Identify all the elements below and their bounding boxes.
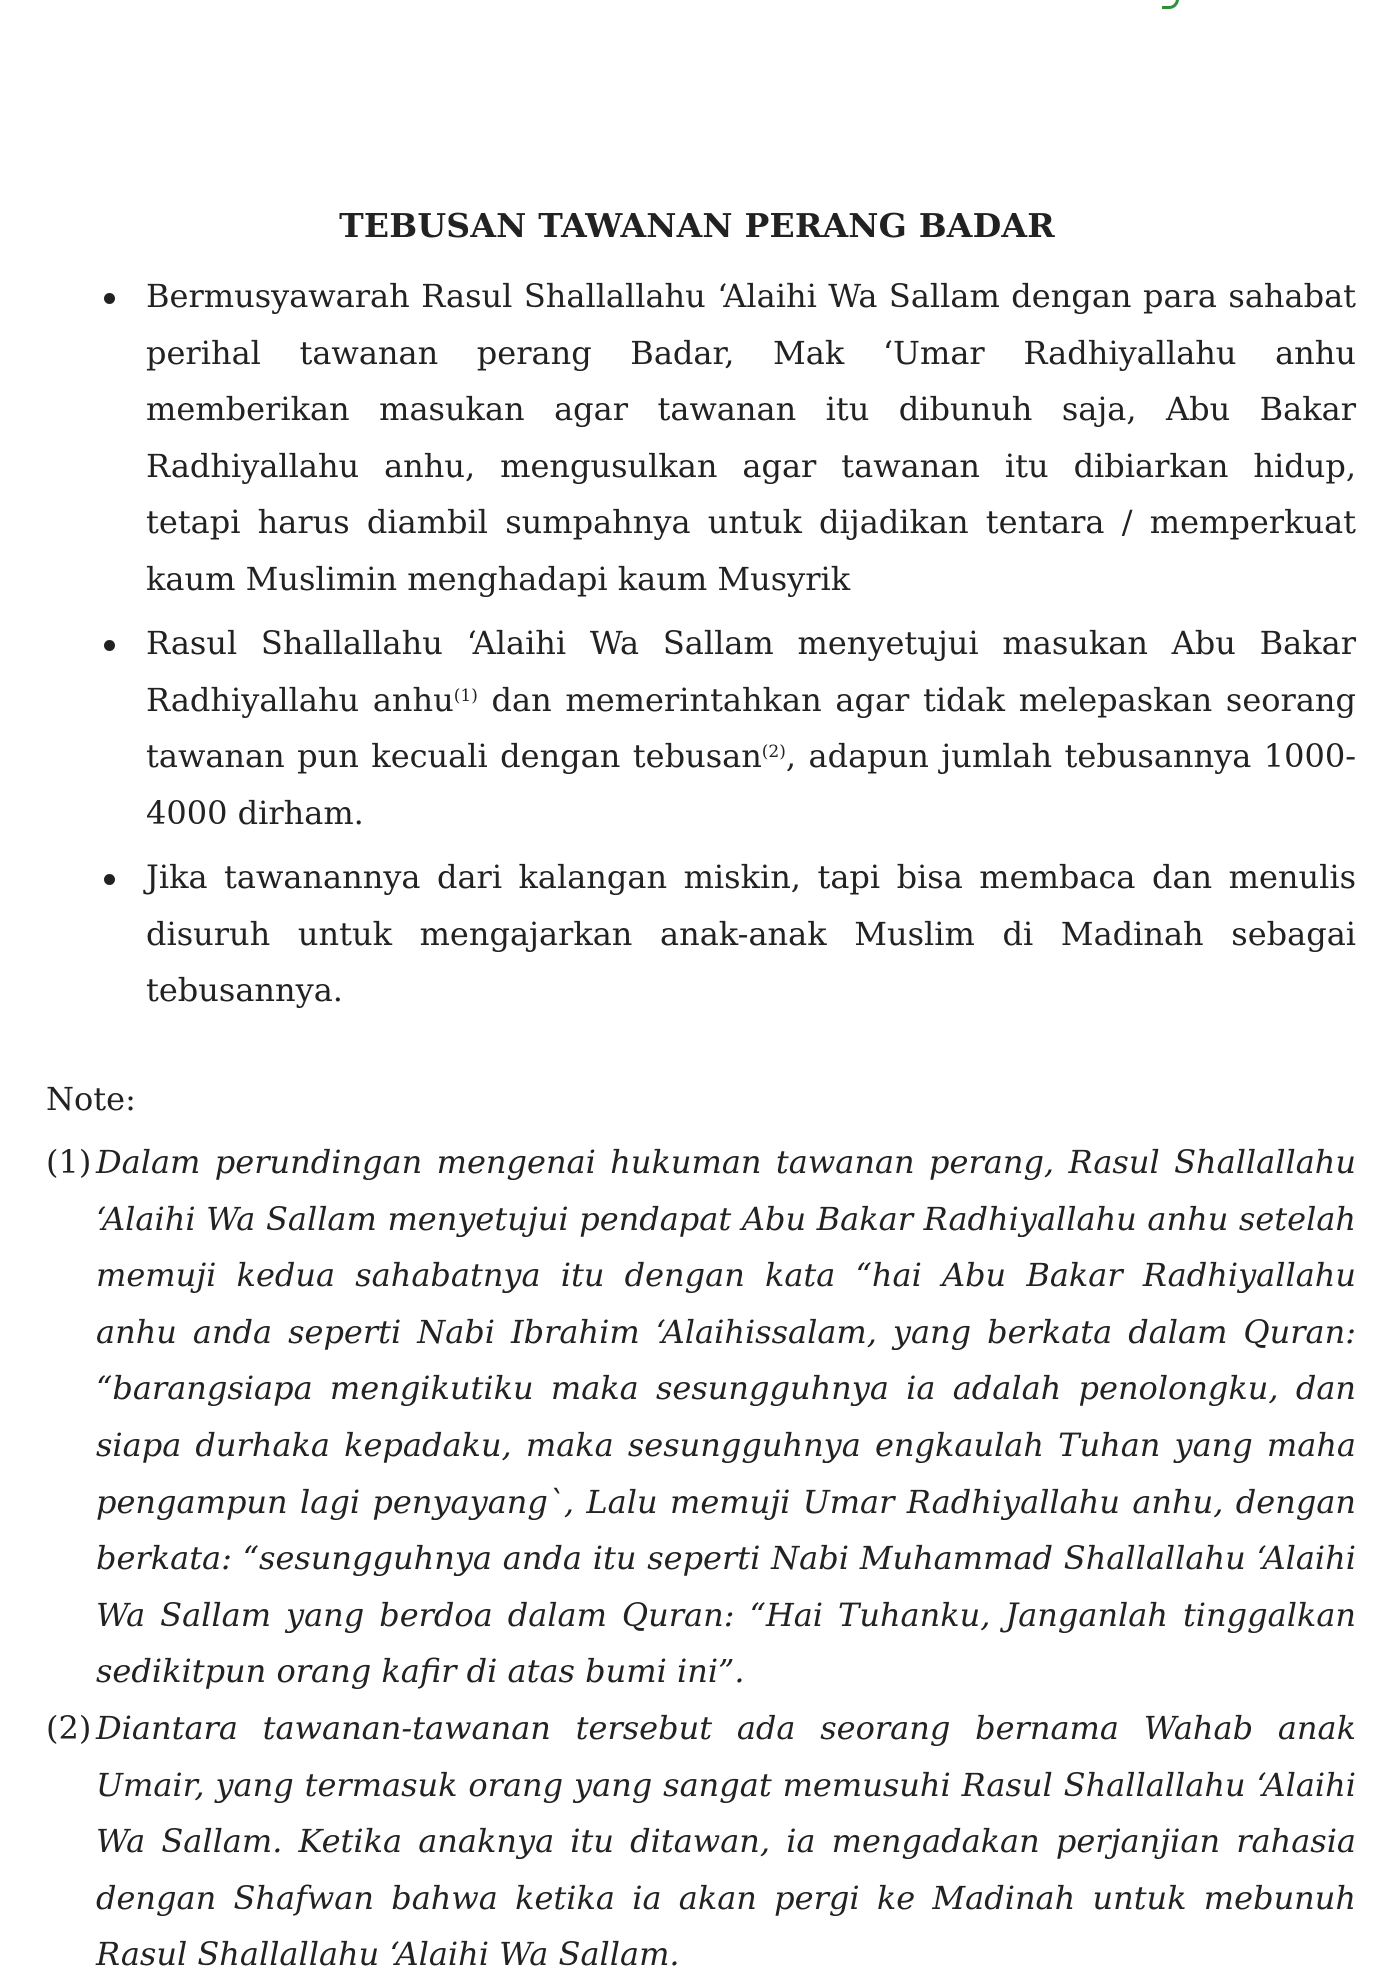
footnote-number: (1) [46, 1143, 92, 1181]
bullet-item-2 [96, 615, 1356, 841]
bullet-icon [104, 640, 115, 651]
corner-decoration [1162, 0, 1179, 9]
footnote-number: (2) [46, 1708, 92, 1747]
footnote-ref-1: (1) [453, 685, 478, 706]
footnote-list [46, 1134, 1356, 1983]
bullet-item-1 [96, 268, 1356, 607]
bullet-text: Jika tawanannya dari kalangan miskin, tapi bisa membaca dan menulis disuruh untuk mengajarkan anak-anak Muslim di Madinah sebagai tebusannya. [146, 858, 1356, 1009]
bullet-text-part: Rasul Shallallahu ‘Alaihi Wa Sallam menyetujui masukan Abu Bakar Radhiyallahu anhu [146, 624, 1356, 719]
note-label: Note: [46, 1080, 136, 1118]
footnote-item-2 [46, 1700, 1356, 1983]
bullet-item-3 [96, 849, 1356, 1019]
footnote-text: Diantara tawanan-tawanan tersebut ada seorang bernama Wahab anak Umair, yang termasuk orang yang sangat memusuhi Rasul Shallallahu ‘Alaihi Wa Sallam. Ketika anaknya itu ditawan, ia mengadakan perjanjian rahasia dengan Shafwan bahwa ketika ia akan pergi ke Madinah untuk mebunuh Rasul Shallallahu ‘Alaihi Wa Sallam. [96, 1708, 1356, 1974]
bullet-text-part: , adapun jumlah tebusannya 1000-4000 dirham. [146, 737, 1356, 832]
footnote-text: Dalam perundingan mengenai hukuman tawanan perang, Rasul Shallallahu ‘Alaihi Wa Sallam menyetujui pendapat Abu Bakar Radhiyallahu anhu setelah memuji kedua sahabatnya itu dengan kata “hai Abu Bakar Radhiyallahu anhu anda seperti Nabi Ibrahim ‘Alaihissalam, yang berkata dalam Quran: “barangsiapa mengikutiku maka sesungguhnya ia adalah penolongku, dan siapa durhaka kepadaku, maka sesungguhnya engkaulah Tuhan yang maha pengampun lagi penyayang`, Lalu memuji Umar Radhiyallahu anhu, dengan berkata: “sesungguhnya anda itu seperti Nabi Muhammad Shallallahu ‘Alaihi Wa Sallam yang berdoa dalam Quran: “Hai Tuhanku, Janganlah tinggalkan sedikitpun orang kafir di atas bumi ini”. [96, 1143, 1356, 1691]
bullet-text-part: dan memerintahkan agar tidak melepaskan seorang tawanan pun kecuali dengan tebusan [146, 680, 1357, 775]
footnote-item-1 [46, 1134, 1356, 1700]
bullet-icon [104, 874, 115, 885]
page-title: TEBUSAN TAWANAN PERANG BADAR [339, 206, 1055, 245]
bullet-list [96, 268, 1356, 1027]
footnote-ref-2: (2) [761, 742, 786, 762]
bullet-icon [104, 293, 115, 304]
bullet-text: Bermusyawarah Rasul Shallallahu ‘Alaihi Wa Sallam dengan para sahabat perihal tawanan perang Badar, Mak ‘Umar Radhiyallahu anhu memberikan masukan agar tawanan itu dibunuh saja, Abu Bakar Radhiyallahu anhu, mengusulkan agar tawanan itu dibiarkan hidup, tetapi harus diambil sumpahnya untuk dijadikan tentara / memperkuat kaum Muslimin menghadapi kaum Musyrik [146, 277, 1356, 598]
